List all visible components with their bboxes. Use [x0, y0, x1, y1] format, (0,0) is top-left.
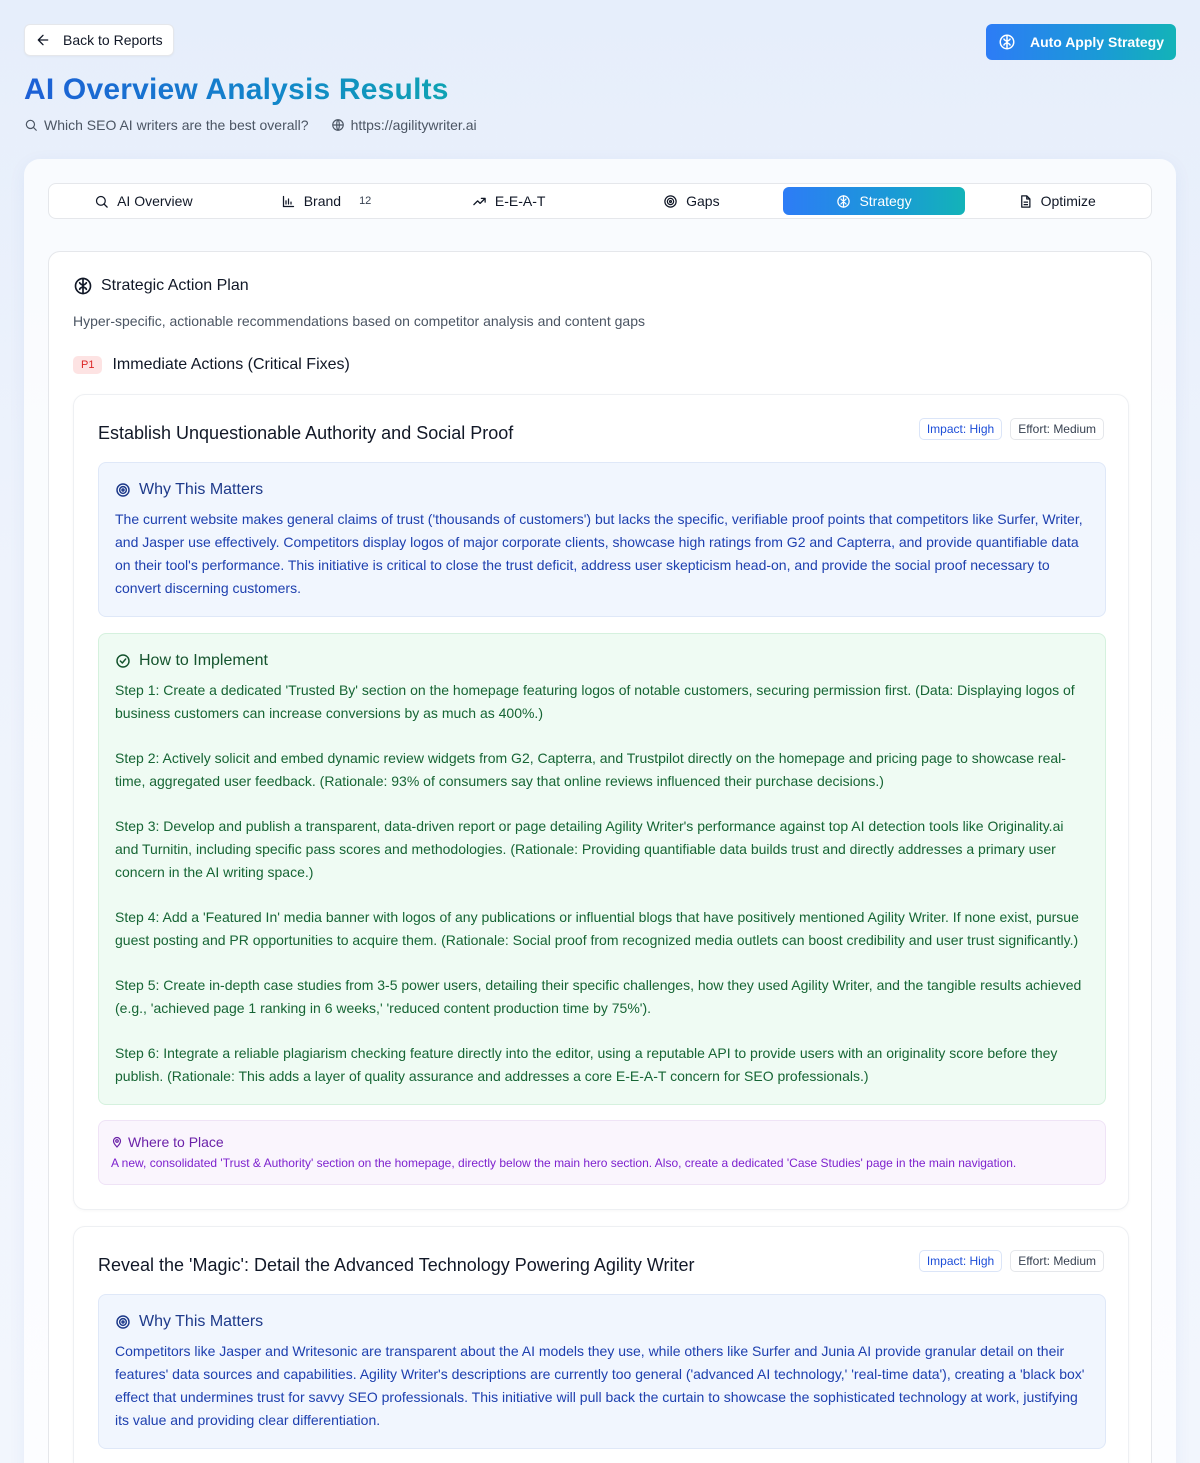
brand-count-badge: 12	[359, 195, 372, 207]
priority-badge: P1	[73, 356, 102, 374]
page-title: AI Overview Analysis Results	[24, 73, 449, 106]
step-1: Step 1: Create a dedicated 'Trusted By' section on the homepage featuring logos of notable customers, securing permission first. (Data: Displaying logos of business customers can increase conversions by as much as 400%.)	[115, 682, 1075, 721]
impact-badge: Impact: High	[919, 418, 1002, 440]
step-2: Step 2: Actively solicit and embed dynamic review widgets from G2, Capterra, and Trustpilot directly on the homepage and pricing page to showcase real-time, aggregated user feedback. (Rationale: 93% of consumers say that online reviews influenced their purchase decisions.)	[115, 750, 1066, 789]
tab-ai-overview[interactable]	[52, 187, 235, 215]
priority-heading	[73, 356, 350, 374]
tab-label: Strategy	[859, 193, 912, 209]
how-to-implement-box	[98, 633, 1106, 1105]
why-text: Competitors like Jasper and Writesonic are transparent about the AI models they use, while others like Surfer and Junia AI provide granular detail on their features' data sources and capabilities. Agility Writer's descriptions are currently too general ('advanced AI technology,' 'real-time data'), creating a 'black box' effect that undermines trust for savvy SEO professionals. This initiative will pull back the curtain to showcase the sophisticated technology at work, justifying its value and providing clear differentiation.	[115, 1343, 1085, 1428]
how-header	[115, 652, 1089, 670]
auto-apply-label: Auto Apply Strategy	[1029, 34, 1164, 50]
how-title: How to Implement	[139, 652, 268, 669]
tab-gaps[interactable]	[600, 187, 783, 215]
globe-icon	[331, 118, 345, 132]
tab-brand[interactable]	[235, 187, 418, 215]
auto-apply-strategy-button[interactable]	[986, 24, 1176, 60]
query-text: Which SEO AI writers are the best overall?	[44, 117, 309, 133]
step-6: Step 6: Integrate a reliable plagiarism checking feature directly into the editor, using a reputable API to provide users with an originality score before they publish. (Rationale: This adds a layer of quality assurance and addresses a core E-E-A-T concern for SEO professionals.)	[115, 1045, 1058, 1084]
tab-bar	[48, 183, 1152, 219]
priority-label: Immediate Actions (Critical Fixes)	[112, 356, 350, 373]
brain-icon	[73, 276, 93, 296]
tab-label: Optimize	[1040, 193, 1096, 209]
effort-badge: Effort: Medium	[1010, 418, 1104, 440]
action-card	[73, 1226, 1129, 1463]
back-label: Back to Reports	[63, 32, 163, 48]
search-icon	[94, 194, 109, 209]
where-to-place-box	[98, 1120, 1106, 1185]
map-pin-icon	[111, 1136, 123, 1148]
bar-chart-icon	[281, 194, 296, 209]
step-3: Step 3: Develop and publish a transparent, data-driven report or page detailing Agility Writer's performance against top AI detection tools like Originality.ai and Turnitin, including specific pass scores and methodologies. (Rationale: Providing quantifiable data builds trust and directly addresses a primary user concern in the AI writing space.)	[115, 818, 1064, 880]
tab-eeat[interactable]	[417, 187, 600, 215]
plan-header	[73, 276, 249, 296]
action-title: Establish Unquestionable Authority and Social Proof	[98, 423, 514, 443]
tab-strategy[interactable]	[783, 187, 966, 215]
arrow-left-icon	[35, 32, 51, 48]
step-4: Step 4: Add a 'Featured In' media banner with logos of any publications or influential blogs that have positively mentioned Agility Writer. If none exist, pursue guest posting and PR opportunities to acquire them. (Rationale: Social proof from recognized media outlets can boost credibility and user trust significantly.)	[115, 909, 1079, 948]
tab-optimize[interactable]	[965, 187, 1148, 215]
where-text: A new, consolidated 'Trust & Authority' section on the homepage, directly below the main hero section. Also, create a dedicated 'Case Studies' page in the main navigation.	[111, 1156, 1017, 1170]
document-icon	[1018, 194, 1033, 209]
where-title: Where to Place	[128, 1134, 224, 1150]
target-icon	[115, 1314, 131, 1330]
brain-icon	[998, 33, 1016, 51]
tab-label: Gaps	[686, 193, 720, 209]
why-title: Why This Matters	[139, 481, 264, 498]
tab-label: Brand	[303, 193, 342, 209]
action-title: Reveal the 'Magic': Detail the Advanced Technology Powering Agility Writer	[98, 1255, 695, 1275]
plan-description: Hyper-specific, actionable recommendations based on competitor analysis and content gaps	[73, 313, 645, 329]
why-text: The current website makes general claims of trust ('thousands of customers') but lacks the specific, verifiable proof points that competitors like Surfer, Writer, and Jasper use effectively. Competitors display logos of major corporate clients, showcase high ratings from G2 and Capterra, and provide quantifiable data on their tool's performance. This initiative is critical to close the trust deficit, address user skepticism head-on, and provide the social proof necessary to convert discerning customers.	[115, 511, 1083, 596]
step-5: Step 5: Create in-depth case studies from 3-5 power users, detailing their specific challenges, how they used Agility Writer, and the tangible results achieved (e.g., 'achieved page 1 ranking in 6 weeks,' 'reduced content production time by 75%').	[115, 977, 1082, 1016]
why-this-matters-box	[98, 462, 1106, 617]
query-info	[24, 117, 477, 133]
effort-badge: Effort: Medium	[1010, 1250, 1104, 1272]
check-circle-icon	[115, 653, 131, 669]
why-header	[115, 1313, 1089, 1331]
why-this-matters-box	[98, 1294, 1106, 1449]
site-url: https://agilitywriter.ai	[350, 117, 477, 133]
why-title: Why This Matters	[139, 1313, 264, 1330]
where-header	[111, 1134, 1093, 1150]
action-card	[73, 394, 1129, 1210]
impact-badge: Impact: High	[919, 1250, 1002, 1272]
trending-up-icon	[472, 194, 487, 209]
back-to-reports-button[interactable]	[24, 24, 174, 56]
why-header	[115, 481, 1089, 499]
tab-label: E-E-A-T	[494, 193, 546, 209]
results-panel	[24, 159, 1176, 1463]
action-badges	[919, 418, 1104, 440]
action-badges	[919, 1250, 1104, 1272]
brain-icon	[836, 194, 851, 209]
search-icon	[24, 118, 38, 132]
target-icon	[663, 194, 678, 209]
strategic-action-plan	[48, 251, 1152, 1463]
plan-title: Strategic Action Plan	[101, 277, 249, 294]
target-icon	[115, 482, 131, 498]
tab-label: AI Overview	[117, 193, 193, 209]
top-bar	[24, 24, 1176, 60]
